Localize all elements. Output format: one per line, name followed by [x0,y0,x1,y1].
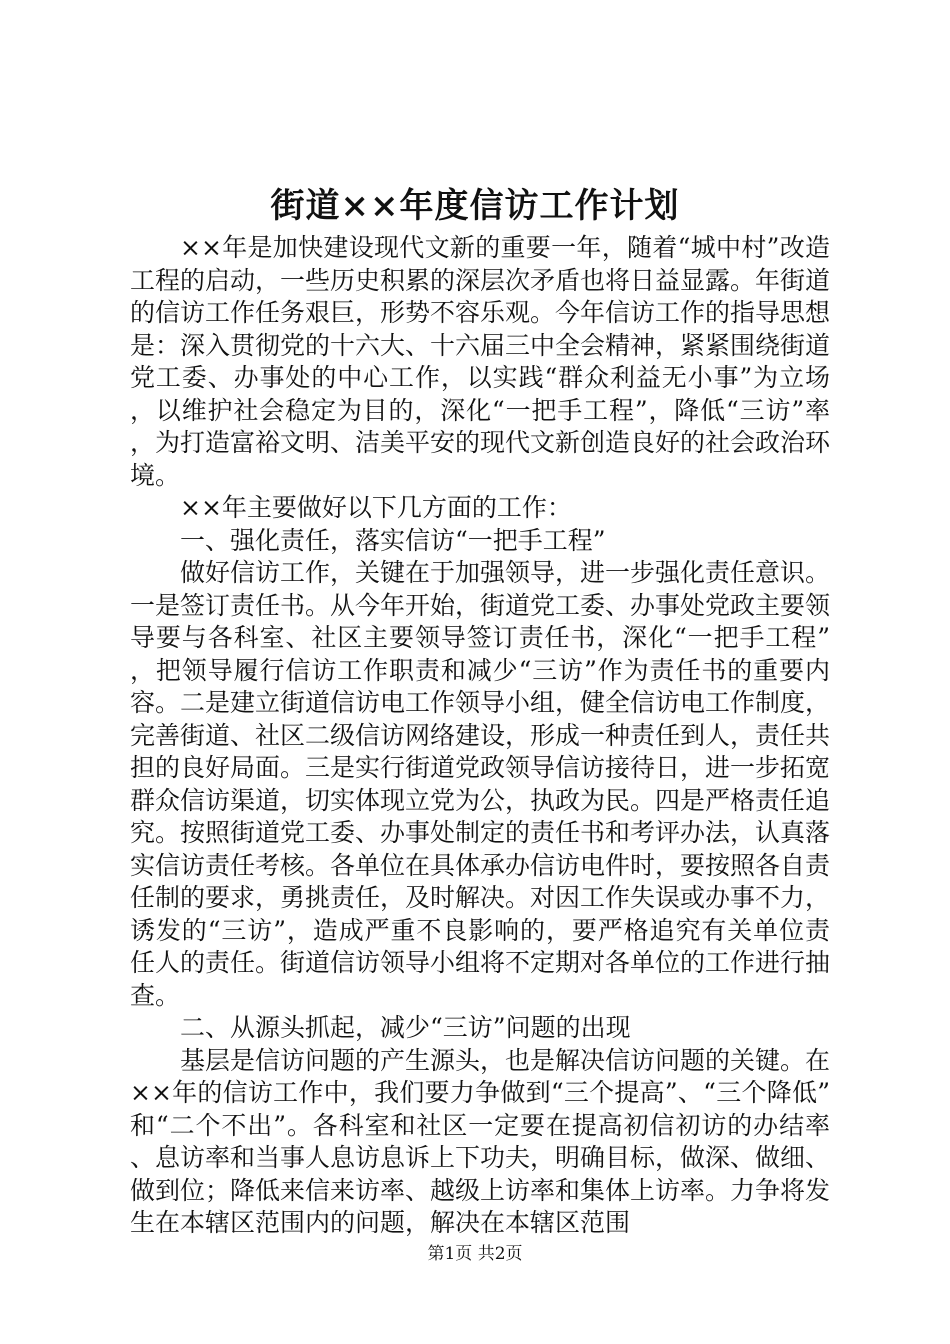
section-heading-2: 二、从源头抓起，减少“三访”问题的出现 [180,1013,631,1042]
paragraph-responsibility: 做好信访工作，关键在于加强领导，进一步强化责任意识。一是签订责任书。从今年开始，街道党工委、办事处党政主要领导要与各科室、社区主要领导签订责任书，深化“一把手工程”，把领导履行信访工作职责和减少“三访”作为责任书的重要内容。二是建立街道信访电工作领导小组，健全信访电工作制度，完善街道、社区二级信访网络建设，形成一种责任到人，责任共担的良好局面。三是实行街道党政领导信访接待日，进一步拓宽群众信访渠道，切实体现立党为公，执政为民。四是严格责任追究。按照街道党工委、办事处制定的责任书和考评办法，认真落实信访责任考核。各单位在具体承办信访电件时，要按照各自责任制的要求，勇挑责任，及时解决。对因工作失误或办事不力，诱发的“三访”，造成严重不良影响的，要严格追究有关单位责任人的责任。街道信访领导小组将不定期对各单位的工作进行抽查。 [130,558,831,1010]
paragraph-source: 基层是信访问题的产生源头，也是解决信访问题的关键。在××年的信访工作中，我们要力争做到“三个提高”、“三个降低”和“二个不出”。各科室和社区一定要在提高初信初访的办结率、息访率和当事人息访息诉上下功夫，明确目标，做深、做细、做到位；降低来信来访率、越级上访率和集体上访率。力争将发生在本辖区范围内的问题，解决在本辖区范围 [130,1045,831,1237]
document-title: 街道××年度信访工作计划 [270,186,680,226]
page-footer: 第1页 共2页 [427,1244,523,1264]
paragraph-intro: ××年是加快建设现代文新的重要一年，随着“城中村”改造工程的启动，一些历史积累的深层次矛盾也将日益显露。年街道的信访工作任务艰巨，形势不容乐观。今年信访工作的指导思想是：深入贯彻党的十六大、十六届三中全会精神，紧紧围绕街道党工委、办事处的中心工作，以实践“群众利益无小事”为立场，以维护社会稳定为目的，深化“一把手工程”，降低“三访”率，为打造富裕文明、洁美平安的现代文新创造良好的社会政治环境。 [130,233,831,490]
document-body [130,232,830,1240]
paragraph-main-tasks: ××年主要做好以下几方面的工作： [180,493,572,522]
section-heading-1: 一、强化责任，落实信访“一把手工程” [180,525,606,555]
